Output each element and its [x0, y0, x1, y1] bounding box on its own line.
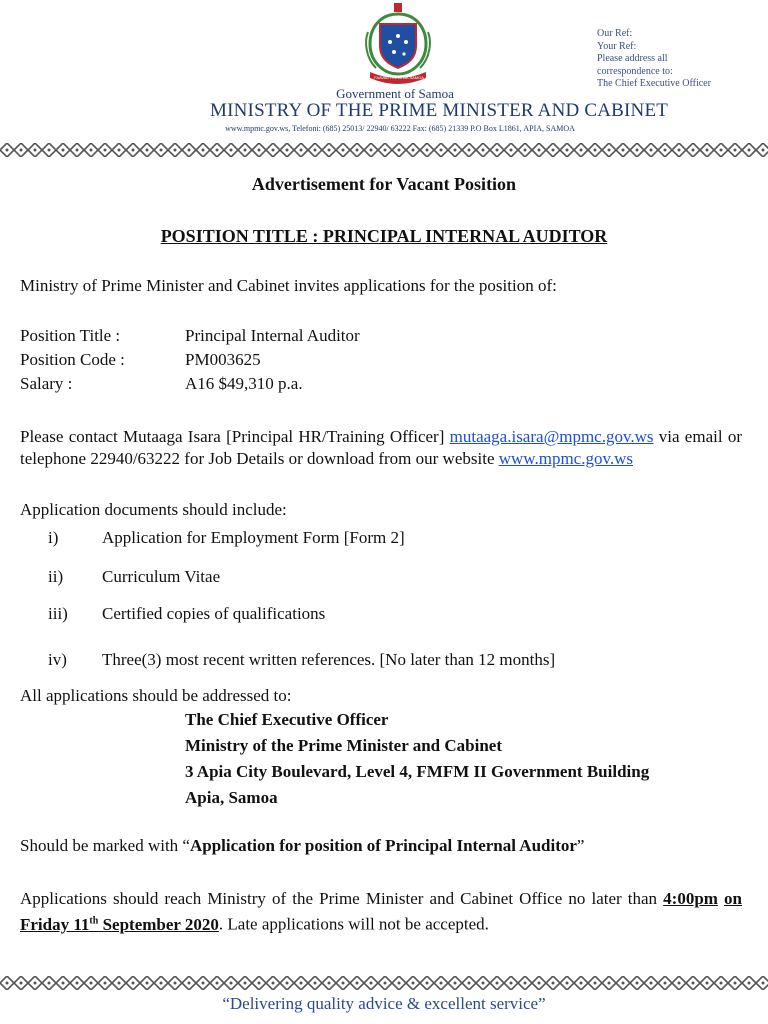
deadline-after: . Late applications will not be accepted. — [218, 914, 489, 934]
list-item: Certified copies of qualifications — [102, 604, 326, 623]
contact-paragraph — [20, 426, 742, 470]
ref-correspondence: correspondence to: — [597, 65, 673, 77]
ref-address-note: Please address all — [597, 53, 668, 65]
address-line-street: 3 Apia City Boulevard, Level 4, FMFM II Government Building — [185, 762, 650, 781]
ref-your: Your Ref: — [597, 40, 637, 52]
deadline-time: 4:00pm — [663, 889, 718, 908]
footer-slogan: “Delivering quality advice & excellent service” — [222, 994, 546, 1013]
marking-after: ” — [576, 836, 585, 855]
address-line-ministry: Ministry of the Prime Minister and Cabinet — [185, 736, 502, 755]
reference-block — [597, 28, 711, 91]
ref-our: Our Ref: — [597, 28, 633, 39]
ref-ceo: The Chief Executive Officer — [597, 78, 711, 90]
marking-subject: Application for position of Principal Internal Auditor — [189, 836, 577, 855]
deadline-paragraph — [20, 888, 742, 936]
marking-before: Should be marked with “ — [20, 836, 190, 855]
list-item-number: ii) — [48, 567, 64, 586]
ministry-name: MINISTRY OF THE PRIME MINISTER AND CABINET — [210, 100, 669, 121]
contact-text-before: Please contact Mutaaga Isara [Principal HR/Training Officer] — [20, 427, 450, 446]
ministry-contact-line: www.mpmc.gov.ws, Telefoni: (685) 25013/ 22940/ 63222 Fax: (685) 21339 P.O Box L1861, APIA, SAMOA — [225, 124, 575, 133]
detail-value-title: Principal Internal Auditor — [185, 326, 360, 345]
deadline-date-month: September 2020 — [98, 914, 219, 934]
detail-value-salary: A16 $49,310 p.a. — [185, 374, 303, 393]
address-line-recipient: The Chief Executive Officer — [185, 710, 389, 729]
address-line-city: Apia, Samoa — [185, 788, 278, 807]
list-item: Application for Employment Form [Form 2] — [102, 528, 405, 547]
top-decorative-border — [0, 143, 768, 157]
deadline-before: Applications should reach Ministry of the Prime Minister and Cabinet Office no later than — [20, 889, 664, 908]
seal-motto: FAAVAE I LE ATUA SAMOA — [374, 75, 424, 80]
deadline-date-day: on Friday 11 — [20, 889, 743, 934]
advertisement-title: Advertisement for Vacant Position — [251, 174, 517, 194]
contact-text-middle: via email or telephone 22940/63222 for Job Details or download from our website — [20, 427, 742, 468]
list-item: Curriculum Vitae — [102, 567, 221, 586]
documents-heading: Application documents should include: — [20, 500, 287, 519]
address-heading: All applications should be addressed to: — [20, 686, 292, 705]
detail-value-code: PM003625 — [185, 350, 261, 369]
list-item-number: iv) — [48, 650, 67, 669]
organization-name: Government of Samoa — [336, 86, 454, 101]
bottom-decorative-border — [0, 976, 768, 990]
list-item-number: i) — [48, 528, 59, 547]
intro-text: Ministry of Prime Minister and Cabinet invites applications for the position of: — [20, 276, 557, 295]
deadline-date-suffix: th — [89, 915, 99, 926]
list-item: Three(3) most recent written references. [No later than 12 months] — [102, 650, 556, 669]
website-link[interactable]: www.mpmc.gov.ws — [498, 449, 634, 468]
marking-instruction — [20, 836, 584, 856]
detail-label-title: Position Title : — [20, 326, 121, 345]
list-item-number: iii) — [48, 604, 68, 623]
position-heading: POSITION TITLE : PRINCIPAL INTERNAL AUDITOR — [160, 226, 608, 246]
detail-label-code: Position Code : — [20, 350, 125, 369]
detail-label-salary: Salary : — [20, 374, 73, 393]
email-link[interactable]: mutaaga.isara@mpmc.gov.ws — [449, 427, 654, 446]
